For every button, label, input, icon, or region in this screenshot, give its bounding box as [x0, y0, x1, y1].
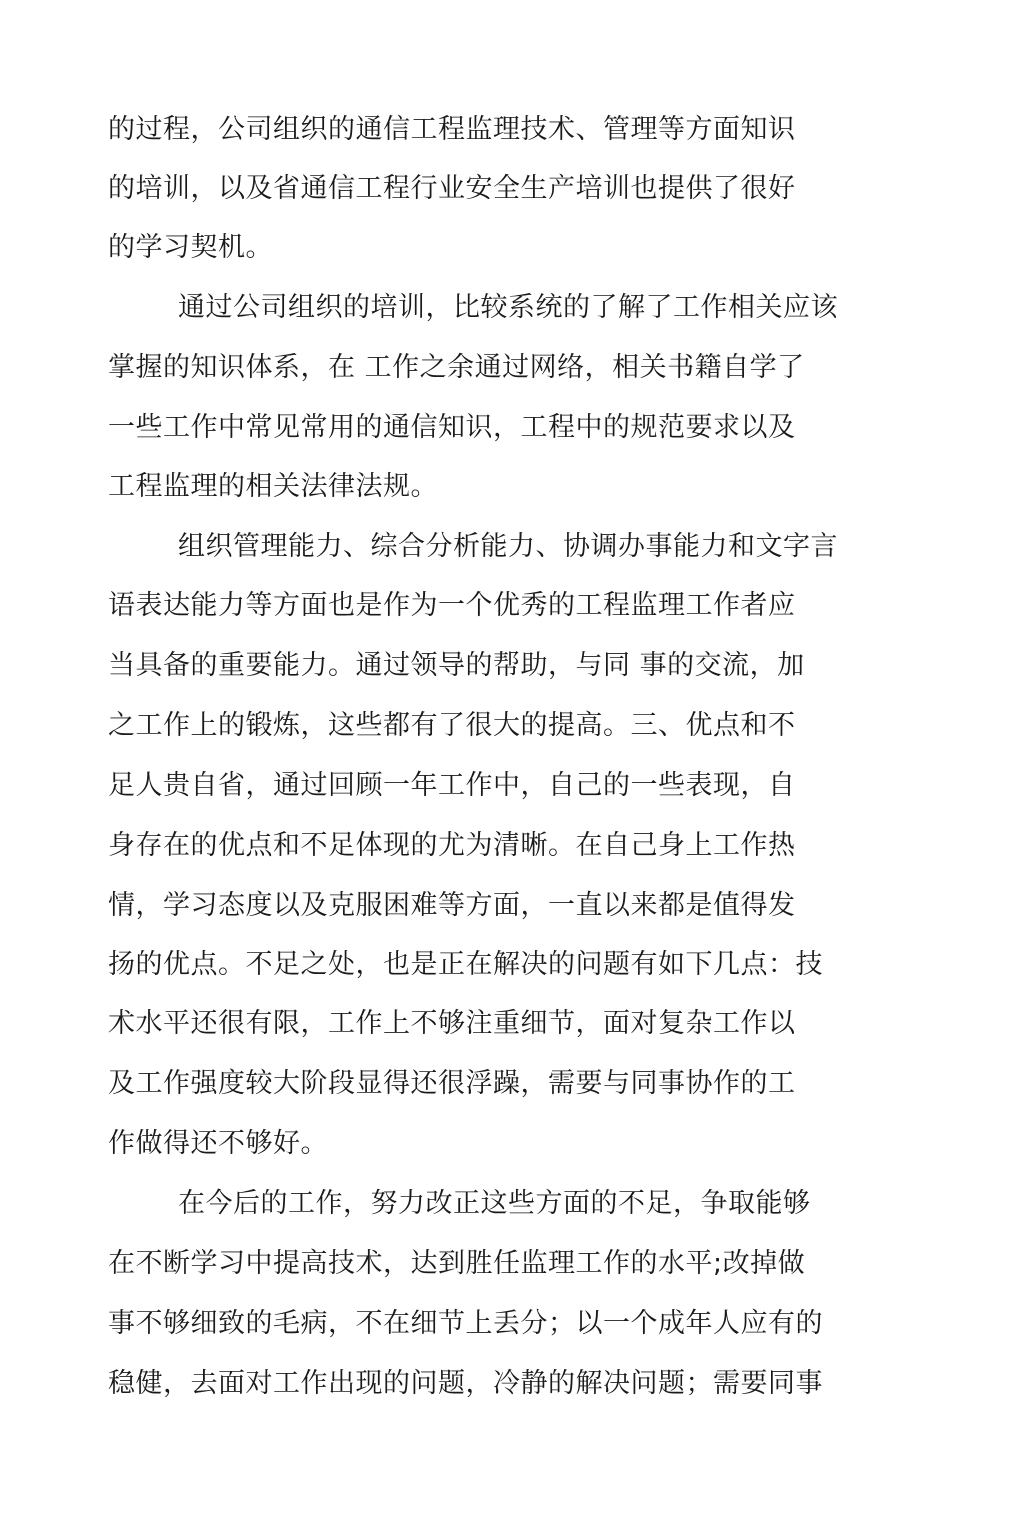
- text-line: 情，学习态度以及克服困难等方面，一直以来都是值得发: [108, 890, 796, 921]
- text-line: 语表达能力等方面也是作为一个优秀的工程监理工作者应: [108, 590, 796, 621]
- paragraph-first-line: 在今后的工作，努力改正这些方面的不足，争取能够: [178, 1188, 811, 1219]
- text-line: 掌握的知识体系，在 工作之余通过网络，相关书籍自学了: [108, 352, 805, 383]
- text-line: 稳健，去面对工作出现的问题，冷静的解决问题；需要同事: [108, 1368, 823, 1399]
- text-line: 之工作上的锻炼，这些都有了很大的提高。三、优点和不: [108, 710, 796, 741]
- text-line: 术水平还很有限，工作上不够注重细节，面对复杂工作以: [108, 1008, 796, 1039]
- paragraph-first-line: 组织管理能力、综合分析能力、协调办事能力和文字言: [178, 531, 838, 562]
- text-line: 事不够细致的毛病，不在细节上丢分；以一个成年人应有的: [108, 1308, 823, 1339]
- text-line: 身存在的优点和不足体现的尤为清晰。在自己身上工作热: [108, 830, 796, 861]
- text-line: 的过程，公司组织的通信工程监理技术、管理等方面知识: [108, 114, 796, 145]
- text-line: 足人贵自省，通过回顾一年工作中，自己的一些表现，自: [108, 770, 796, 801]
- paragraph-first-line: 通过公司组织的培训，比较系统的了解了工作相关应该: [178, 292, 838, 323]
- text-line: 在不断学习中提高技术，达到胜任监理工作的水平;改掉做: [108, 1248, 806, 1279]
- text-line: 作做得还不够好。: [108, 1128, 328, 1159]
- text-line: 一些工作中常见常用的通信知识，工程中的规范要求以及: [108, 412, 796, 443]
- text-line: 的培训，以及省通信工程行业安全生产培训也提供了很好: [108, 173, 796, 204]
- text-line: 的学习契机。: [108, 232, 273, 263]
- text-line: 扬的优点。不足之处，也是正在解决的问题有如下几点：技: [108, 949, 823, 980]
- text-line: 工程监理的相关法律法规。: [108, 471, 438, 502]
- text-line: 及工作强度较大阶段显得还很浮躁，需要与同事协作的工: [108, 1068, 796, 1099]
- text-line: 当具备的重要能力。通过领导的帮助，与同 事的交流，加: [108, 650, 805, 681]
